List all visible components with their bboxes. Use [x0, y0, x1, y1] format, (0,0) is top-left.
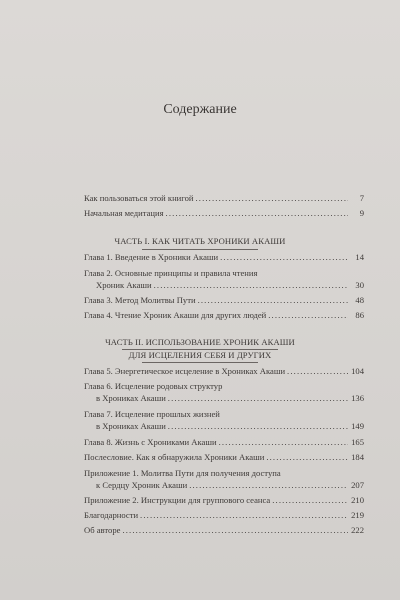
dot-leader: [268, 310, 348, 321]
dot-leader: [154, 280, 348, 291]
toc-entry-title: Благодарности: [84, 510, 139, 520]
toc-entry: [84, 468, 364, 479]
toc-entry-title: Приложение 1. Молитва Пути для получения доступа: [84, 468, 281, 478]
dot-leader: [168, 421, 348, 432]
toc-entry: [84, 295, 364, 306]
dot-leader: [272, 495, 348, 506]
toc-entry: [84, 409, 364, 420]
toc-entry-continuation: [96, 280, 364, 291]
toc-entry: [84, 495, 364, 506]
toc-entry-title: Глава 4. Чтение Хроник Акаши для других людей: [84, 310, 267, 320]
toc-entry-page: 48: [355, 295, 364, 305]
toc-entry-title: Как пользоваться этой книгой: [84, 193, 194, 203]
toc-entry-title: Глава 7. Исцеление прошлых жизней: [84, 409, 220, 419]
dot-leader: [140, 510, 348, 521]
toc-entry-title: Глава 3. Метод Молитвы Пути: [84, 295, 196, 305]
toc-entry: [84, 452, 364, 463]
toc-entry-continuation: [96, 480, 364, 491]
toc-entry-page: 165: [351, 437, 364, 447]
toc-entry-title: Об авторе: [84, 525, 121, 535]
toc-entry-title: Начальная медитация: [84, 208, 164, 218]
toc-entry-title: Глава 2. Основные принципы и правила чтения: [84, 268, 258, 278]
toc-entry-title: Глава 1. Введение в Хроники Акаши: [84, 252, 219, 262]
toc-entry-page: 136: [351, 393, 364, 403]
dot-leader: [166, 208, 348, 219]
part-2-underline-2: [142, 362, 258, 363]
toc-entry-page: 14: [355, 252, 364, 262]
toc-entry-title: Приложение 2. Инструкции для группового сеанса: [84, 495, 271, 505]
toc-entry-continuation: [96, 421, 364, 432]
part-2-title-line-1: ЧАСТЬ II. ИСПОЛЬЗОВАНИЕ ХРОНИК АКАШИ: [105, 337, 295, 347]
toc-entry-title: Глава 6. Исцеление родовых структур: [84, 381, 223, 391]
part-1-underline: [142, 249, 258, 250]
toc-entry-page: 222: [351, 525, 364, 535]
dot-leader: [220, 252, 348, 263]
toc-entry-title: Глава 8. Жизнь с Хрониками Акаши: [84, 437, 217, 447]
part-1-title: ЧАСТЬ I. КАК ЧИТАТЬ ХРОНИКИ АКАШИ: [114, 236, 286, 246]
toc-entry: [84, 437, 364, 448]
toc-entry-continuation: [96, 393, 364, 404]
toc-entry: [84, 510, 364, 521]
toc-entry-title: к Сердцу Хроник Акаши: [96, 480, 188, 490]
toc-entry: [84, 268, 364, 279]
dot-leader: [195, 193, 348, 204]
dot-leader: [219, 437, 348, 448]
toc-entry-title: в Хрониках Акаши: [96, 393, 166, 403]
toc-entry-title: Послесловие. Как я обнаружила Хроники Акаши: [84, 452, 265, 462]
toc-entry: [84, 366, 364, 377]
toc-entry: [84, 252, 364, 263]
toc-entry-page: 86: [355, 310, 364, 320]
toc-entry-title: Глава 5. Энергетическое исцеление в Хрониках Акаши: [84, 366, 286, 376]
toc-entry-page: 184: [351, 452, 364, 462]
part-2-title-line-2: ДЛЯ ИСЦЕЛЕНИЯ СЕБЯ И ДРУГИХ: [128, 350, 272, 360]
toc-entry: [84, 310, 364, 321]
dot-leader: [198, 295, 348, 306]
toc-entry: [84, 525, 364, 536]
dot-leader: [122, 525, 348, 536]
dot-leader: [287, 366, 348, 377]
dot-leader: [266, 452, 348, 463]
toc-entry-title: в Хрониках Акаши: [96, 421, 166, 431]
toc-entry-title: Хроник Акаши: [96, 280, 152, 290]
toc-entry-page: 104: [351, 366, 364, 376]
toc-entry-page: 149: [351, 421, 364, 431]
toc-entry: [84, 381, 364, 392]
toc-entry: [84, 208, 364, 219]
dot-leader: [189, 480, 348, 491]
toc-entry-page: 9: [359, 208, 364, 218]
toc-entry-page: 219: [351, 510, 364, 520]
toc-entry-page: 30: [355, 280, 364, 290]
toc-entry: [84, 193, 364, 204]
toc-entry-page: 7: [359, 193, 364, 203]
toc-entry-page: 210: [351, 495, 364, 505]
toc-entry-page: 207: [351, 480, 364, 490]
toc-heading: Содержание: [163, 102, 237, 117]
dot-leader: [168, 393, 348, 404]
